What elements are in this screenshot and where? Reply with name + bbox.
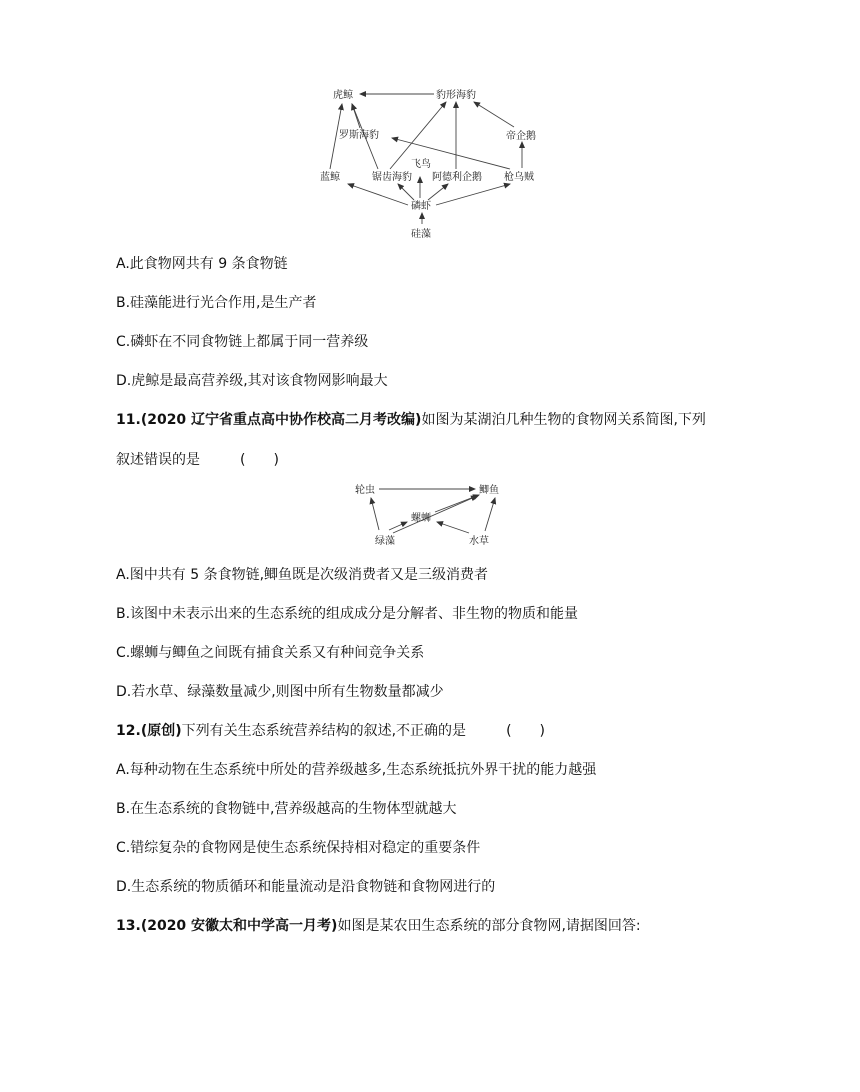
q10-option-c: C.磷虾在不同食物链上都属于同一营养级 <box>116 334 369 350</box>
q11-stem-text-2: 叙述错误的是 <box>116 452 200 468</box>
node-baoxinghaibao: 豹形海豹 <box>436 90 476 101</box>
arrow-luosi-jiyu <box>435 495 479 512</box>
q12-stem <box>116 721 545 741</box>
q11-stem-line1 <box>116 410 706 430</box>
q12-answer-paren: ( ) <box>506 723 545 739</box>
arrow-linxia-juchihaibao <box>398 184 414 200</box>
q11-source: (2020 辽宁省重点高中协作校高二月考改编) <box>140 412 422 428</box>
node-linxia: 磷虾 <box>411 201 431 212</box>
node-qiangwuzei: 枪乌贼 <box>504 172 534 183</box>
node-jiyu: 鲫鱼 <box>479 485 499 496</box>
q12-option-b: B.在生态系统的食物链中,营养级越高的生物体型就越大 <box>116 801 457 817</box>
q11-number: 11. <box>116 412 141 428</box>
q13-number: 13. <box>116 918 141 934</box>
q10-option-d: D.虎鲸是最高营养级,其对该食物网影响最大 <box>116 373 388 389</box>
arrow-linxia-lanjing <box>348 184 408 205</box>
arrow-shuicao-luosi <box>437 522 469 533</box>
node-shuicao: 水草 <box>469 536 489 547</box>
arrow-shuicao-jiyu <box>485 498 495 531</box>
arrow-linxia-qiangwuzei <box>436 184 510 205</box>
q13-source: (2020 安徽太和中学高一月考) <box>140 918 338 934</box>
node-lunchong: 轮虫 <box>355 485 375 496</box>
arrow-lvzao-lunchong <box>371 498 379 530</box>
q11-option-d: D.若水草、绿藻数量减少,则图中所有生物数量都减少 <box>116 684 444 700</box>
q10-option-a: A.此食物网共有 9 条食物链 <box>116 256 288 272</box>
antarctic-food-web-diagram <box>300 80 560 245</box>
q12-stem-text: 下列有关生态系统营养结构的叙述,不正确的是 <box>181 723 467 739</box>
node-guizao: 硅藻 <box>411 229 431 240</box>
q11-stem-text: 如图为某湖泊几种生物的食物网关系简图,下列 <box>421 412 706 428</box>
arrow-lvzao-jiyu <box>393 496 477 533</box>
q11-option-a: A.图中共有 5 条食物链,鲫鱼既是次级消费者又是三级消费者 <box>116 567 489 583</box>
q12-option-a: A.每种动物在生态系统中所处的营养级越多,生态系统抵抗外界干扰的能力越强 <box>116 762 597 778</box>
q12-source: (原创) <box>140 723 182 739</box>
arrow-diqie-baoxinghaibao <box>474 102 514 127</box>
q12-option-d: D.生态系统的物质循环和能量流动是沿食物链和食物网进行的 <box>116 879 496 895</box>
node-juchihaibao: 锯齿海豹 <box>372 172 412 183</box>
q11-option-b: B.该图中未表示出来的生态系统的组成成分是分解者、非生物的物质和能量 <box>116 606 579 622</box>
node-luosi: 螺蛳 <box>411 513 431 524</box>
node-luosihaibao: 罗斯海豹 <box>339 130 379 141</box>
q13-stem-text: 如图是某农田生态系统的部分食物网,请据图回答: <box>337 918 641 934</box>
node-lanjing: 蓝鲸 <box>320 172 340 183</box>
q11-answer-paren: ( ) <box>240 452 279 468</box>
arrow-qiangwuzei-luosihaibao <box>392 138 510 169</box>
node-feiniao: 飞鸟 <box>411 159 431 170</box>
q10-option-b: B.硅藻能进行光合作用,是生产者 <box>116 295 317 311</box>
q13-stem <box>116 916 641 936</box>
lake-food-web-diagram <box>345 478 515 550</box>
node-adeliqie: 阿德利企鹅 <box>432 172 482 183</box>
node-diqie: 帝企鹅 <box>506 131 536 142</box>
q11-stem-line2 <box>116 450 279 470</box>
arrow-luosihaibao-hujing <box>352 104 360 128</box>
q11-option-c: C.螺蛳与鲫鱼之间既有捕食关系又有种间竞争关系 <box>116 645 425 661</box>
node-lvzao: 绿藻 <box>375 536 395 547</box>
q12-option-c: C.错综复杂的食物网是使生态系统保持相对稳定的重要条件 <box>116 840 481 856</box>
arrow-lvzao-luosi <box>389 522 407 530</box>
node-hujing: 虎鲸 <box>333 90 353 101</box>
arrow-linxia-adeliqie <box>428 184 448 200</box>
q12-number: 12. <box>116 723 141 739</box>
